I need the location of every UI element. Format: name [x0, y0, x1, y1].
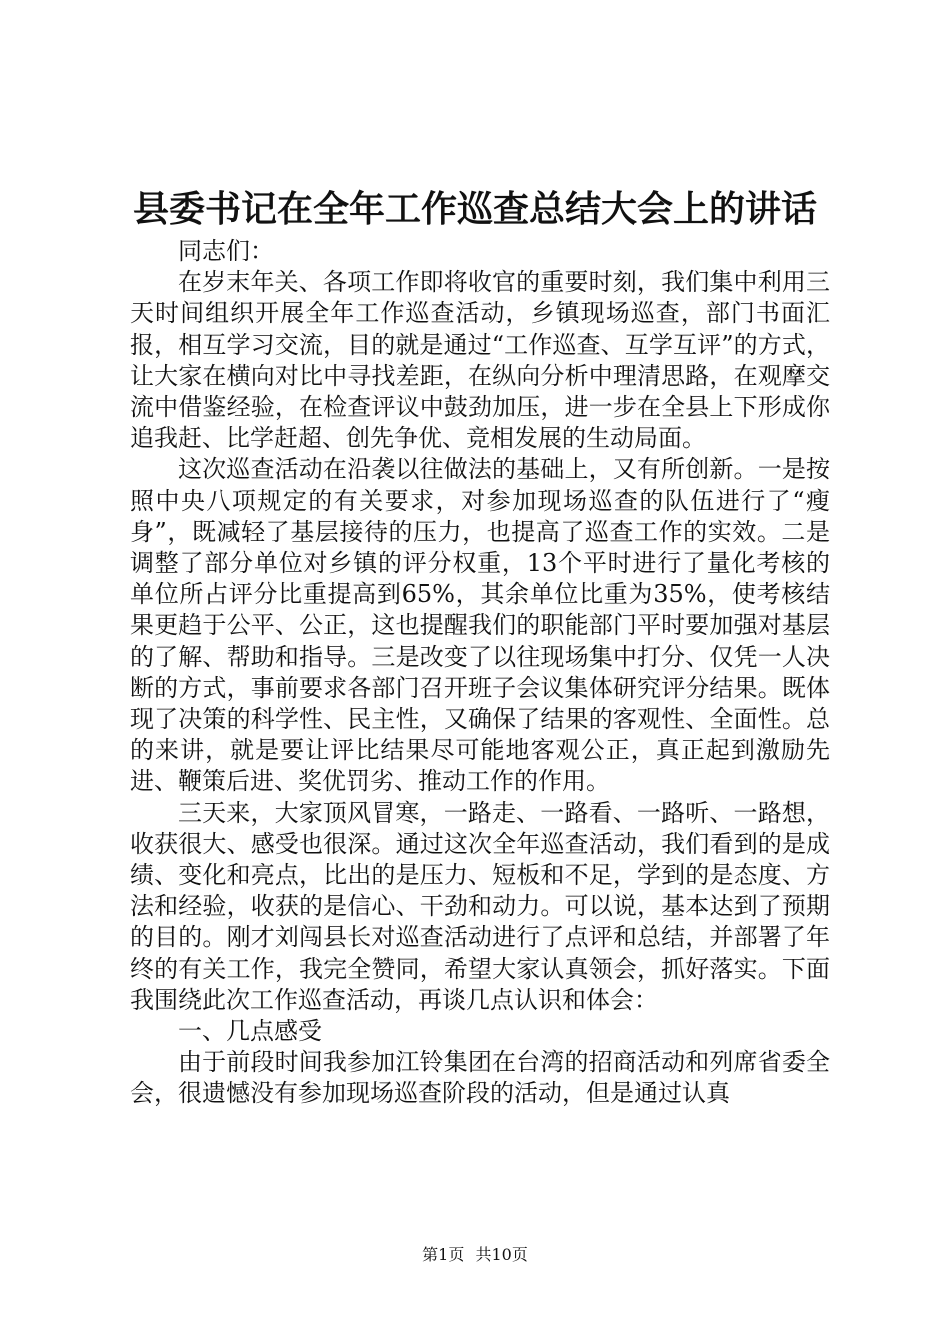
- paragraph-2: 这次巡查活动在沿袭以往做法的基础上，又有所创新。一是按照中央八项规定的有关要求，对参加现场巡查的队伍进行了“瘦身”，既减轻了基层接待的压力，也提高了巡查工作的实效。二是调整了部分单位对乡镇的评分权重，13个平时进行了量化考核的单位所占评分比重提高到65%，其余单位比重为35%，使考核结果更趋于公平、公正，这也提醒我们的职能部门平时要加强对基层的了解、帮助和指导。三是改变了以往现场集中打分、仅凭一人决断的方式，事前要求各部门召开班子会议集体研究评分结果。既体现了决策的科学性、民主性，又确保了结果的客观性、全面性。总的来讲，就是要让评比结果尽可能地客观公正，真正起到激励先进、鞭策后进、奖优罚劣、推动工作的作用。: [130, 455, 830, 796]
- paragraph-1: 在岁末年关、各项工作即将收官的重要时刻，我们集中利用三天时间组织开展全年工作巡查活动，乡镇现场巡查，部门书面汇报，相互学习交流，目的就是通过“工作巡查、互学互评”的方式，让大家在横向对比中寻找差距，在纵向分析中理清思路，在观摩交流中借鉴经验，在检查评议中鼓劲加压，进一步在全县上下形成你追我赶、比学赶超、创先争优、竞相发展的生动局面。: [130, 268, 830, 453]
- paragraph-4: 由于前段时间我参加江铃集团在台湾的招商活动和列席省委全会，很遗憾没有参加现场巡查阶段的活动，但是通过认真: [130, 1048, 830, 1108]
- page-total: 共10页: [475, 1245, 528, 1264]
- salutation: 同志们：: [178, 237, 274, 265]
- page-footer: [0, 1244, 950, 1266]
- section-heading: 一、几点感受: [178, 1017, 322, 1046]
- document-body: [130, 236, 830, 1110]
- page-number: 第1页: [422, 1245, 465, 1264]
- document-title: 县委书记在全年工作巡查总结大会上的讲话: [132, 188, 817, 230]
- paragraph-3: 三天来，大家顶风冒寒，一路走、一路看、一路听、一路想，收获很大、感受也很深。通过这次全年巡查活动，我们看到的是成绩、变化和亮点，比出的是压力、短板和不足，学到的是态度、方法和经验，收获的是信心、干劲和动力。可以说，基本达到了预期的目的。刚才刘闯县长对巡查活动进行了点评和总结，并部署了年终的有关工作，我完全赞同，希望大家认真领会，抓好落实。下面我围绕此次工作巡查活动，再谈几点认识和体会：: [130, 798, 830, 1014]
